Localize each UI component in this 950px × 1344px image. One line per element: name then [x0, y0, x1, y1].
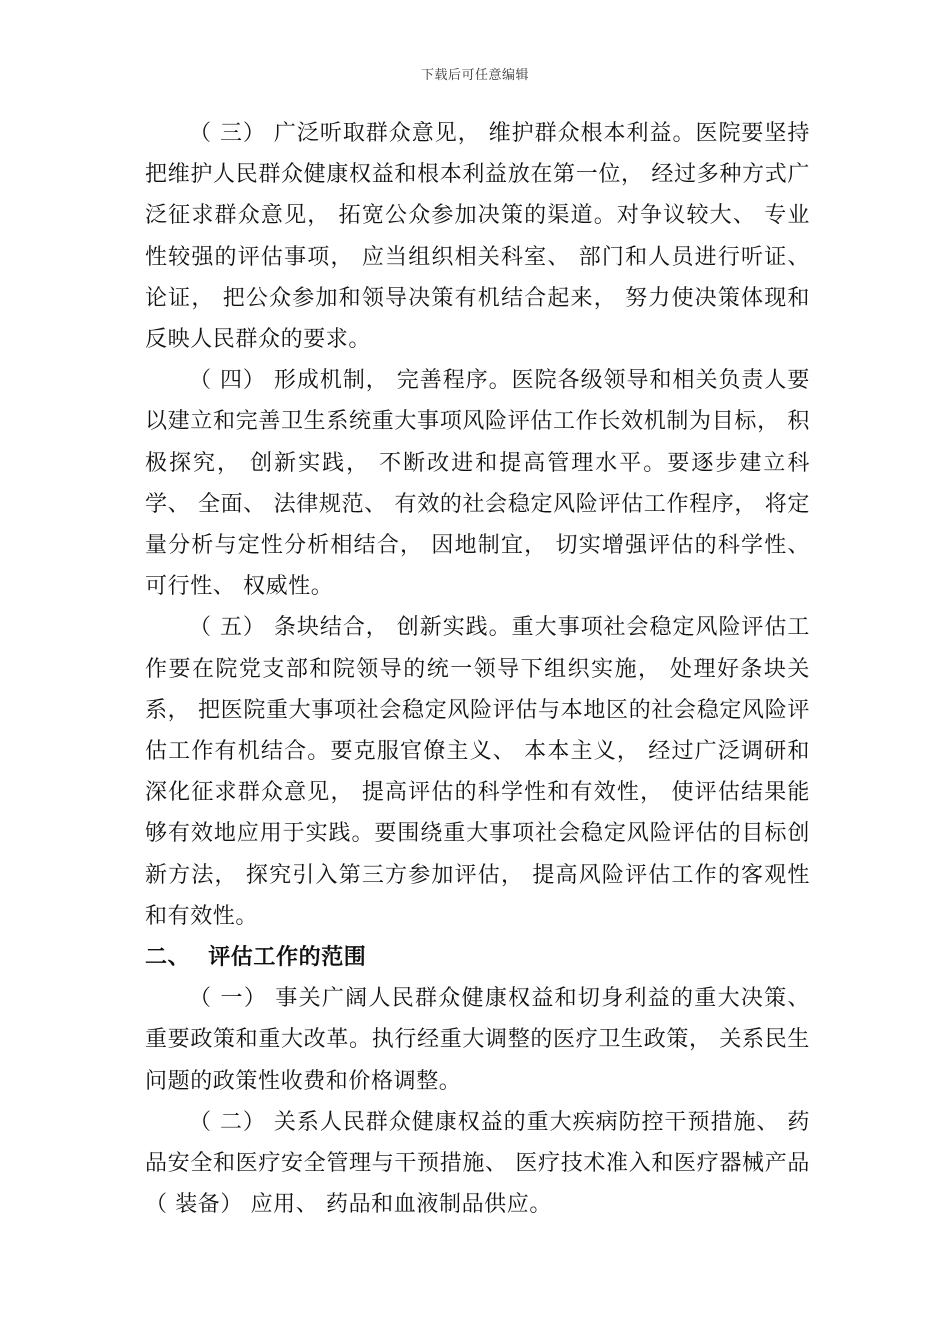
- paragraph-section-1-5: （ 五） 条块结合， 创新实践。重大事项社会稳定风险评估工作要在院党支部和院领导的统一领导下组织实施， 处理好条块关系， 把医院重大事项社会稳定风险评估与本地区的社会稳定风险评估工作有机结合。要克服官僚主义、 本本主义， 经过广泛调研和深化征求群众意见， 提高评估的科学性和有效性， 使评估结果能够有效地应用于实践。要围绕重大事项社会稳定风险评估的目标创新方法， 探究引入第三方参加评估， 提高风险评估工作的客观性和有效性。: [145, 615, 810, 929]
- paragraph-section-2-2: （ 二） 关系人民群众健康权益的重大疾病防控干预措施、 药品安全和医疗安全管理与干预措施、 医疗技术准入和医疗器械产品（ 装备） 应用、 药品和血液制品供应。: [145, 1109, 810, 1218]
- header-note: 下载后可任意编辑: [420, 68, 529, 83]
- section-heading: [145, 937, 810, 978]
- document-body: [145, 113, 810, 1225]
- section-heading-title: 评估工作的范围: [208, 944, 367, 971]
- paragraph-section-1-3: （ 三） 广泛听取群众意见， 维护群众根本利益。医院要坚持把维护人民群众健康权益和根本利益放在第一位， 经过多种方式广泛征求群众意见， 拓宽公众参加决策的渠道。对争议较大、 专业性较强的评估事项， 应当组织相关科室、 部门和人员进行听证、 论证， 把公众参加和领导决策有机结合起来， 努力使决策体现和反映人民群众的要求。: [145, 121, 810, 353]
- paragraph-section-2-1: （ 一） 事关广阔人民群众健康权益和切身利益的重大决策、 重要政策和重大改革。执行经重大调整的医疗卫生政策， 关系民生问题的政策性收费和价格调整。: [145, 986, 810, 1094]
- section-heading-number: 二、: [145, 944, 191, 971]
- paragraph-section-1-4: （ 四） 形成机制， 完善程序。医院各级领导和相关负责人要以建立和完善卫生系统重大事项风险评估工作长效机制为目标， 积极探究， 创新实践， 不断改进和提高管理水平。要逐步建立科学、 全面、 法律规范、 有效的社会稳定风险评估工作程序， 将定量分析与定性分析相结合， 因地制宜， 切实增强评估的科学性、 可行性、 权威性。: [145, 368, 810, 600]
